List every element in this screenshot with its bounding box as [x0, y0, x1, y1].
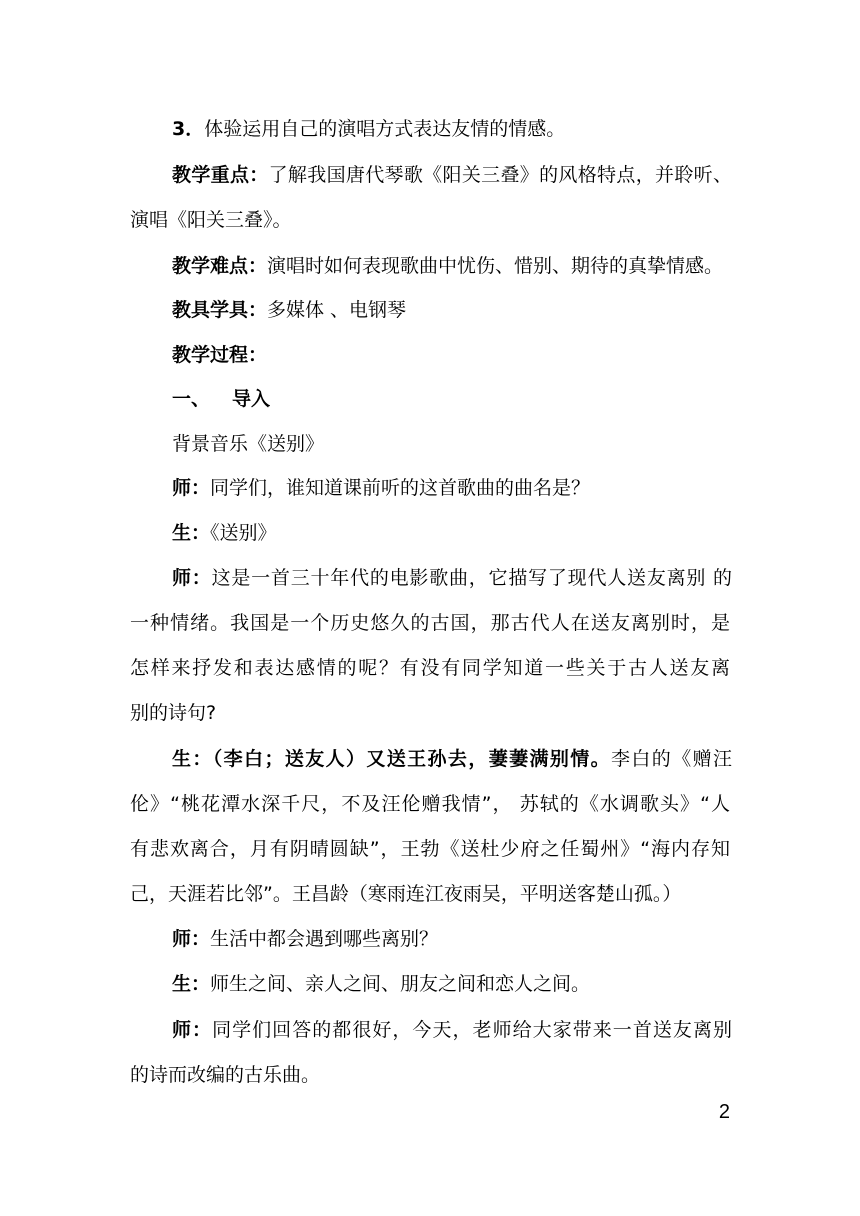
teacher-line-2d: 别的诗句? — [130, 702, 217, 724]
teacher-line-3: 师：生活中都会遇到哪些离别？ — [172, 928, 439, 950]
process-heading: 教学过程： — [172, 344, 268, 366]
teacher-line-1: 师：同学们，谁知道课前听的这首歌曲的曲名是？ — [172, 477, 591, 499]
student-line-2a: 生：（李白；送友人）又送王孙去，萋萋满别情。李白的《赠汪 — [172, 748, 732, 770]
student-line-2b: 伦》“桃花潭水深千尺，不及汪伦赠我情”， 苏轼的《水调歌头》“人 — [130, 793, 730, 815]
teacher-line-2a: 师：这是一首三十年代的电影歌曲，它描写了现代人送友离别 的 — [172, 567, 732, 589]
teacher-line-4a: 师：同学们回答的都很好，今天，老师给大家带来一首送友离别 — [172, 1019, 732, 1041]
difficulty-line: 教学难点：演唱时如何表现歌曲中忧伤、惜别、期待的真挚情感。 — [172, 255, 724, 277]
key-points-line-1: 教学重点：了解我国唐代琴歌《阳关三叠》的风格特点，并聆听、 — [172, 164, 732, 186]
tools-line: 教具学具：多媒体 、电钢琴 — [172, 299, 407, 321]
background-music-line: 背景音乐《送别》 — [172, 433, 325, 455]
teacher-line-2b: 一种情绪。我国是一个历史悠久的古国，那古代人在送友离别时，是 — [130, 612, 730, 634]
objective-item-3: 3．体验运用自己的演唱方式表达友情的情感。 — [172, 118, 566, 140]
page-number: 2 — [718, 1101, 730, 1123]
key-points-line-2: 演唱《阳关三叠》。 — [130, 209, 292, 231]
teacher-line-4b: 的诗而改编的古乐曲。 — [130, 1064, 321, 1086]
student-line-2c: 有悲欢离合，月有阴晴圆缺”，王勃《送杜少府之任蜀州》“海内存知 — [130, 838, 730, 860]
student-line-2d: 己，天涯若比邻”。王昌龄（寒雨连江夜雨吴，平明送客楚山孤。） — [130, 883, 682, 905]
student-line-1: 生：《送别》 — [172, 522, 277, 544]
section-heading-intro: 一、 导入 — [172, 388, 271, 410]
student-line-3: 生：师生之间、亲人之间、朋友之间和恋人之间。 — [172, 973, 591, 995]
teacher-line-2c: 怎样来抒发和表达感情的呢？有没有同学知道一些关于古人送友离 — [130, 657, 730, 679]
